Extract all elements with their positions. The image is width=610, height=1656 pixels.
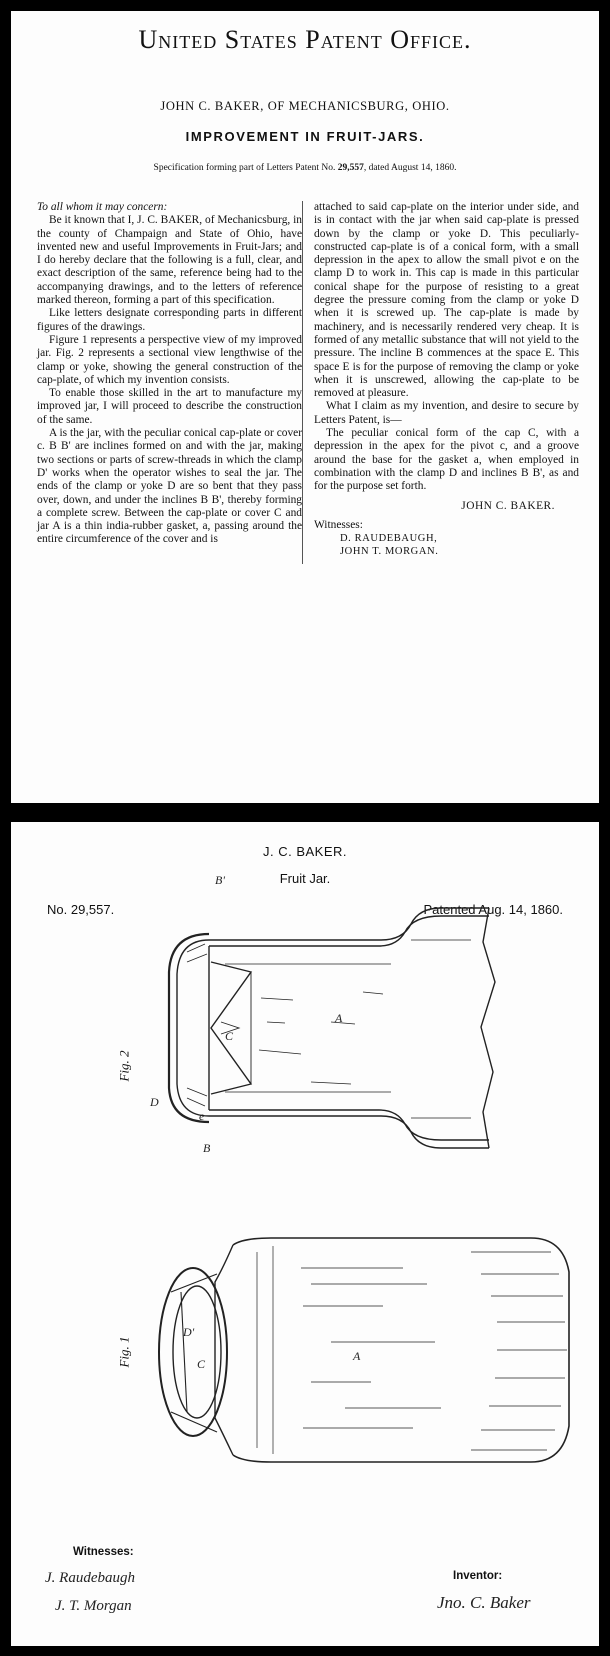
figure-2-section	[169, 908, 495, 1148]
letter-b-prime: B'	[215, 873, 225, 887]
witness-name: D. RAUDEBAUGH,	[340, 533, 438, 545]
signature-name: JOHN C. BAKER.	[461, 499, 555, 512]
drawing-inventor-label: Inventor:	[453, 1570, 503, 1582]
left-column	[37, 201, 302, 547]
fig2-label: Fig. 2	[116, 1050, 132, 1082]
patent-number: 29,557	[337, 163, 364, 173]
paragraph: Figure 1 represents a perspective view of my improved jar. Fig. 2 represents a sectional view lengthwise of the clamp or yoke, showing the general construction of the cap-plate, of which my invention consists.	[37, 333, 302, 386]
paragraph: Be it known that I, J. C. BAKER, of Mechanicsburg, in the county of Champaign and State of Ohio, have invented new and useful Improvements in Fruit-Jars; and I do hereby declare that the following is a full, clear, and exact description of the same, reference being had to the accompanying drawings, and to the letters of reference marked thereon, forming a part of this specification.	[37, 214, 302, 307]
drawing-inventor-name: J. C. BAKER.	[262, 844, 348, 859]
paragraph: attached to said cap-plate on the interior under side, and is in contact with the jar when said cap-plate is pressed down by the clamp or yoke D. This peculiarly-constructed cap-plate is of a conical form, with a small depression in the apex to allow the small pivot e on the clamp D to work in. This cap is made in this particular conical shape for the purpose of resisting to a great degree the pressure coming from the clamp or yoke D when it is screwed up. The cap-plate is made by machinery, and is necessarily rendered very cheap. It is formed of any metallic substance that will not yield to the pressure. The incline B commences at the space E. This space E is for the purpose of removing the clamp or yoke when it is unscrewed, allowing the cap-plate to be removed at pleasure.	[314, 201, 579, 400]
witnesses-label: Witnesses:	[314, 518, 363, 531]
claim-paragraph: The peculiar conical form of the cap C, with a depression in the apex for the pivot c, and a groove around the base for the gasket a, when employed in combination with the clamp D and inclines B B', as and for the purpose set forth.	[314, 427, 579, 493]
spec-prefix: Specification forming part of Letters Patent No.	[153, 163, 336, 173]
column-divider	[302, 201, 303, 564]
drawing-witnesses-label: Witnesses:	[73, 1546, 134, 1558]
jar-drawing	[11, 822, 599, 1646]
inventor-signature: Jno. C. Baker	[437, 1593, 531, 1612]
inventor-line: JOHN C. BAKER, OF MECHANICSBURG, OHIO.	[160, 99, 450, 113]
specification-line	[11, 163, 599, 173]
drawing-page	[11, 822, 599, 1646]
witness-signature-2: J. T. Morgan	[55, 1598, 132, 1614]
witness-name: JOHN T. MORGAN.	[340, 546, 439, 558]
drawing-patent-number: No. 29,557.	[47, 902, 115, 917]
letter-a-fig1: A	[353, 1349, 361, 1363]
paragraph: What I claim as my invention, and desire to secure by Letters Patent, is—	[314, 400, 579, 426]
letter-a: A	[335, 1011, 343, 1025]
right-column	[314, 201, 579, 559]
paragraph: A is the jar, with the peculiar conical cap-plate or cover c. B B' are inclines formed on and with the jar, making two sections or parts of screw-threads in which the clamp D' works when the operator wishes to seal the jar. The ends of the clamp or yoke D are so bent that they pass over, down, and under the inclines B B', thereby forming a complete screw. Between the cap-plate or cover C and jar A is a thin india-rubber gasket, a, passing around the entire circumference of the cover and is	[37, 427, 302, 546]
witness-signature-1: J. Raudebaugh	[45, 1570, 135, 1586]
letter-c-fig1: C	[197, 1357, 206, 1371]
invention-title: IMPROVEMENT IN FRUIT-JARS.	[185, 129, 425, 144]
salutation: To all whom it may concern:	[37, 201, 168, 213]
spec-suffix: , dated August 14, 1860.	[363, 163, 457, 173]
fig1-label: Fig. 1	[116, 1336, 132, 1368]
paragraph: Like letters designate corresponding parts in different figures of the drawings.	[37, 307, 302, 333]
figure-1-perspective	[159, 1238, 569, 1462]
drawing-patent-date: Patented Aug. 14, 1860.	[423, 902, 563, 917]
letter-e: e	[199, 1109, 205, 1123]
letter-d-prime: D'	[183, 1325, 195, 1339]
letter-d: D	[150, 1095, 159, 1109]
drawing-title: Fruit Jar.	[279, 871, 331, 886]
paragraph: To enable those skilled in the art to manufacture my improved jar, I will proceed to describe the construction of the same.	[37, 387, 302, 426]
specification-page	[11, 11, 599, 803]
letter-c: C	[225, 1029, 234, 1043]
office-heading: United States Patent Office.	[138, 25, 472, 54]
letter-b: B	[203, 1141, 211, 1155]
